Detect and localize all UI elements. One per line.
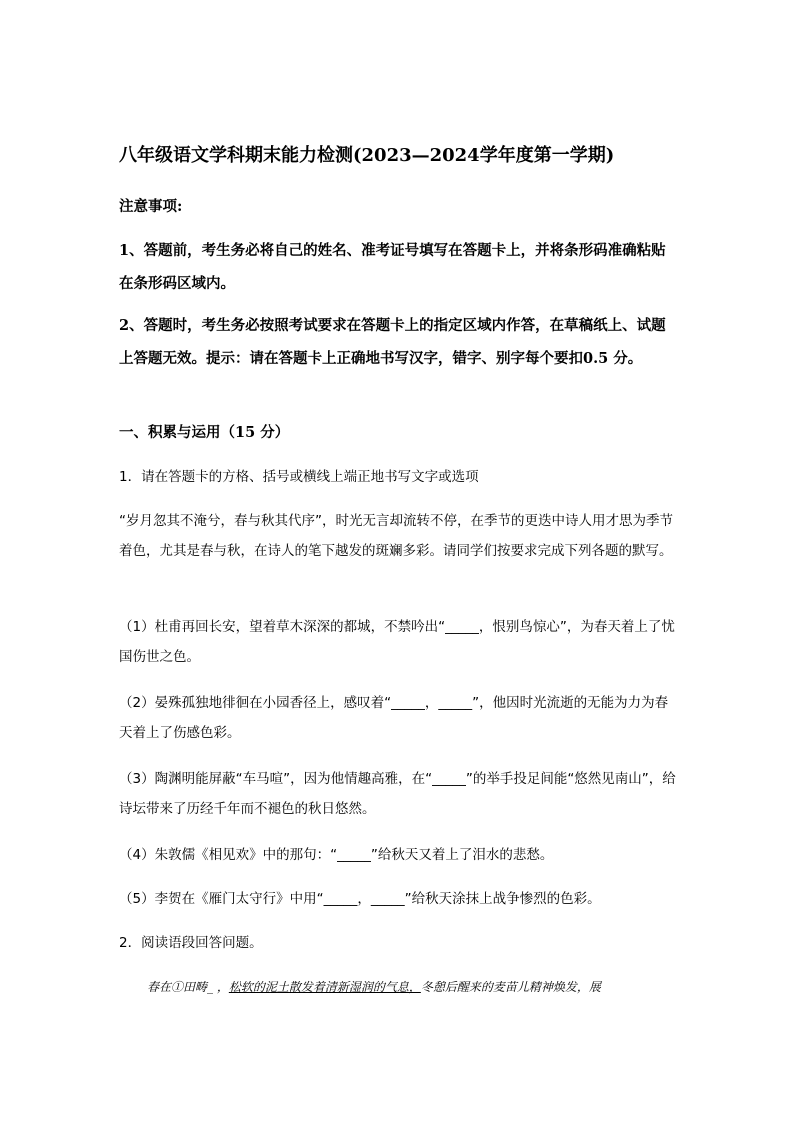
question-1-stem: 1．请在答题卡的方格、括号或横线上端正地书写文字或选项: [119, 469, 479, 485]
notice-heading: 注意事项:: [119, 198, 183, 215]
section-heading-1: 一、积累与运用（15 分）: [119, 424, 290, 441]
question-1-intro: “岁月忽其不淹兮，春与秋其代序”，时光无言却流转不停，在季节的更迭中诗人用才思为季节着色，尤其是春与秋，在诗人的笔下越发的斑斓多彩。请同学们按要求完成下列各题的默写。: [119, 513, 673, 559]
question-2-stem: 2．阅读语段回答问题。: [119, 935, 263, 951]
passage-text-end: 冬憩后醒来的麦苗儿精神焕发，展: [420, 980, 601, 994]
passage-text-start: 春在①田畴_ ，: [147, 980, 229, 994]
question-1-item-3: （3）陶渊明能屏蔽“车马喧”，因为他情趣高雅，在“_____”的举手投足间能“悠然见南山”，给诗坛带来了历经千年而不褪色的秋日悠然。: [119, 771, 676, 817]
question-1-item-4: （4）朱敦儒《相见欢》中的那句：“_____”给秋天又着上了泪水的悲愁。: [119, 847, 554, 863]
passage-underlined-text: 松软的泥土散发着清新湿润的气息，: [228, 980, 421, 994]
reading-passage: [147, 974, 687, 1000]
notice-item-1: 1、答题前，考生务必将自己的姓名、准考证号填写在答题卡上，并将条形码准确粘贴在条形码区域内。: [119, 242, 666, 292]
page-title: 八年级语文学科期末能力检测(2023—2024学年度第一学期): [119, 145, 615, 166]
question-1-item-5: （5）李贺在《雁门太守行》中用“_____，_____”给秋天涂抹上战争惨烈的色彩。: [119, 891, 601, 907]
notice-item-2: 2、答题时，考生务必按照考试要求在答题卡上的指定区域内作答，在草稿纸上、试题上答题无效。提示：请在答题卡上正确地书写汉字，错字、别字每个要扣0.5 分。: [119, 317, 666, 367]
question-1-item-2: （2）晏殊孤独地徘徊在小园香径上，感叹着“_____，_____”，他因时光流逝的无能为力为春天着上了伤感色彩。: [119, 695, 669, 741]
question-1-item-1: （1）杜甫再回长安，望着草木深深的都城，不禁吟出“_____，恨别鸟惊心”，为春天着上了忧国伤世之色。: [119, 619, 675, 665]
